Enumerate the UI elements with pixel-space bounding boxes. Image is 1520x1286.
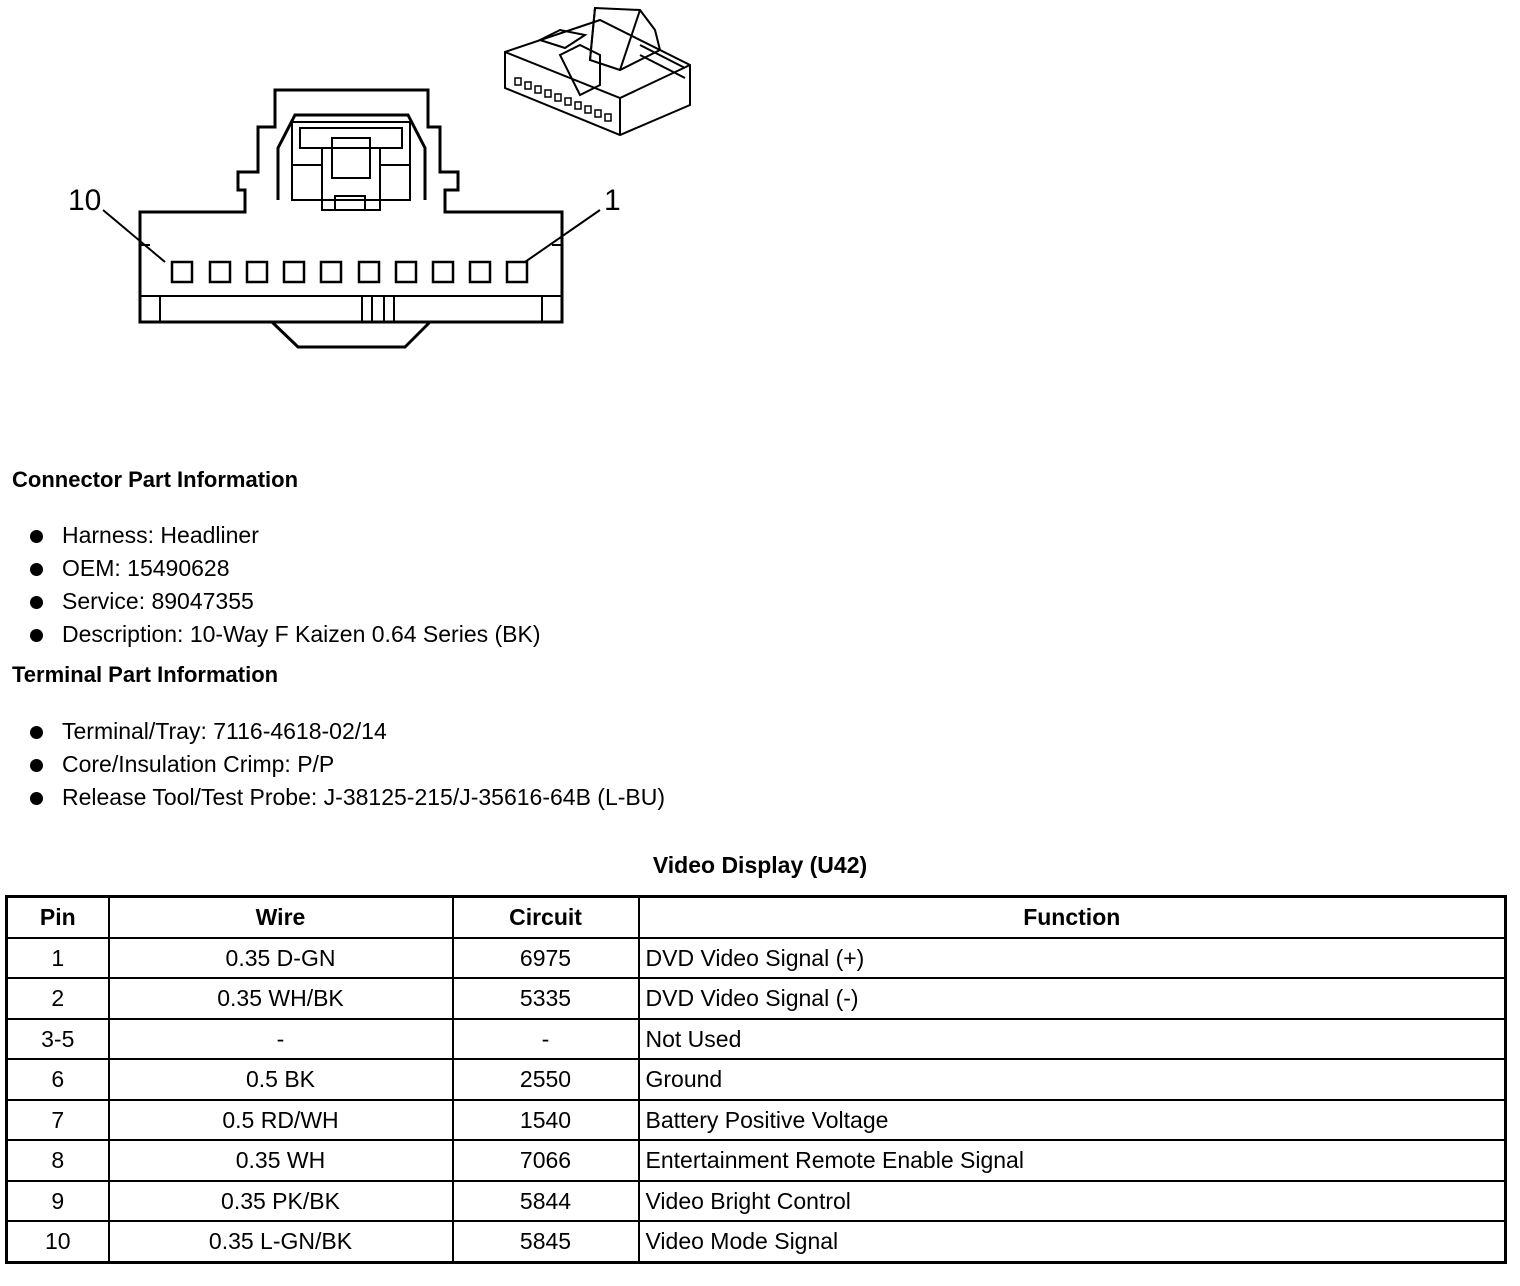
wire-cell: 0.35 WH	[109, 1140, 453, 1181]
function-cell: DVD Video Signal (-)	[639, 978, 1506, 1019]
pin-cell: 6	[7, 1059, 109, 1100]
bullet-icon	[30, 792, 43, 805]
table-row	[7, 1019, 1506, 1060]
pinout-table	[5, 895, 1507, 1264]
column-header-pin: Pin	[7, 897, 109, 938]
list-item: Terminal/Tray: 7116-4618-02/14	[28, 715, 665, 748]
table-row	[7, 1100, 1506, 1141]
list-item: Description: 10-Way F Kaizen 0.64 Series (BK)	[28, 618, 541, 651]
cavity-2	[470, 262, 490, 282]
wire-cell: 0.35 L-GN/BK	[109, 1221, 453, 1262]
connector-part-info-list	[28, 519, 541, 651]
cavity-3	[433, 262, 453, 282]
wire-cell: 0.5 RD/WH	[109, 1100, 453, 1141]
cavity-9	[210, 262, 230, 282]
function-cell: Video Bright Control	[639, 1181, 1506, 1222]
cavity-8	[247, 262, 267, 282]
connector-part-info-heading: Connector Part Information	[12, 467, 299, 492]
circuit-cell: 5844	[453, 1181, 639, 1222]
circuit-cell: 2550	[453, 1059, 639, 1100]
wire-cell: 0.35 PK/BK	[109, 1181, 453, 1222]
pin-10-callout: 10	[68, 184, 102, 217]
pin-cell: 2	[7, 978, 109, 1019]
pin-cell: 3-5	[7, 1019, 109, 1060]
pin-cell: 1	[7, 938, 109, 979]
circuit-cell: 5845	[453, 1221, 639, 1262]
list-item: Harness: Headliner	[28, 519, 541, 552]
function-cell: Not Used	[639, 1019, 1506, 1060]
list-item: Core/Insulation Crimp: P/P	[28, 748, 665, 781]
cavity-5	[359, 262, 379, 282]
wire-cell: -	[109, 1019, 453, 1060]
function-cell: Video Mode Signal	[639, 1221, 1506, 1262]
wire-cell: 0.5 BK	[109, 1059, 453, 1100]
bullet-icon	[30, 629, 43, 642]
pin-cell: 10	[7, 1221, 109, 1262]
wire-cell: 0.35 WH/BK	[109, 978, 453, 1019]
pin-cell: 9	[7, 1181, 109, 1222]
column-header-function: Function	[639, 897, 1506, 938]
function-cell: Ground	[639, 1059, 1506, 1100]
circuit-cell: 5335	[453, 978, 639, 1019]
list-item: OEM: 15490628	[28, 552, 541, 585]
bullet-icon	[30, 726, 43, 739]
isometric-cavities	[515, 78, 611, 121]
table-row	[7, 1059, 1506, 1100]
pin-1-callout: 1	[604, 184, 621, 217]
table-header-row	[7, 897, 1506, 938]
table-row	[7, 1221, 1506, 1262]
bullet-icon	[30, 563, 43, 576]
terminal-part-info-list	[28, 715, 665, 814]
terminal-part-info-heading: Terminal Part Information	[12, 662, 279, 687]
cavity-4	[396, 262, 416, 282]
circuit-cell: 6975	[453, 938, 639, 979]
cavity-7	[284, 262, 304, 282]
table-row	[7, 1140, 1506, 1181]
cavity-10	[172, 262, 192, 282]
connector-diagram	[0, 0, 760, 360]
function-cell: Entertainment Remote Enable Signal	[639, 1140, 1506, 1181]
cavity-6	[321, 262, 341, 282]
circuit-cell: -	[453, 1019, 639, 1060]
table-row	[7, 938, 1506, 979]
circuit-cell: 1540	[453, 1100, 639, 1141]
list-item: Release Tool/Test Probe: J-38125-215/J-35616-64B (L-BU)	[28, 781, 665, 814]
list-item: Service: 89047355	[28, 585, 541, 618]
bullet-icon	[30, 596, 43, 609]
table-row	[7, 1181, 1506, 1222]
function-cell: DVD Video Signal (+)	[639, 938, 1506, 979]
column-header-wire: Wire	[109, 897, 453, 938]
circuit-cell: 7066	[453, 1140, 639, 1181]
column-header-circuit: Circuit	[453, 897, 639, 938]
bullet-icon	[30, 530, 43, 543]
cavity-1	[507, 262, 527, 282]
table-title: Video Display (U42)	[652, 852, 868, 878]
pin-cell: 7	[7, 1100, 109, 1141]
bullet-icon	[30, 759, 43, 772]
table-row	[7, 978, 1506, 1019]
pin-cell: 8	[7, 1140, 109, 1181]
wire-cell: 0.35 D-GN	[109, 938, 453, 979]
connector-housing-outline	[140, 90, 562, 322]
connector-bottom-key	[272, 322, 430, 347]
function-cell: Battery Positive Voltage	[639, 1100, 1506, 1141]
